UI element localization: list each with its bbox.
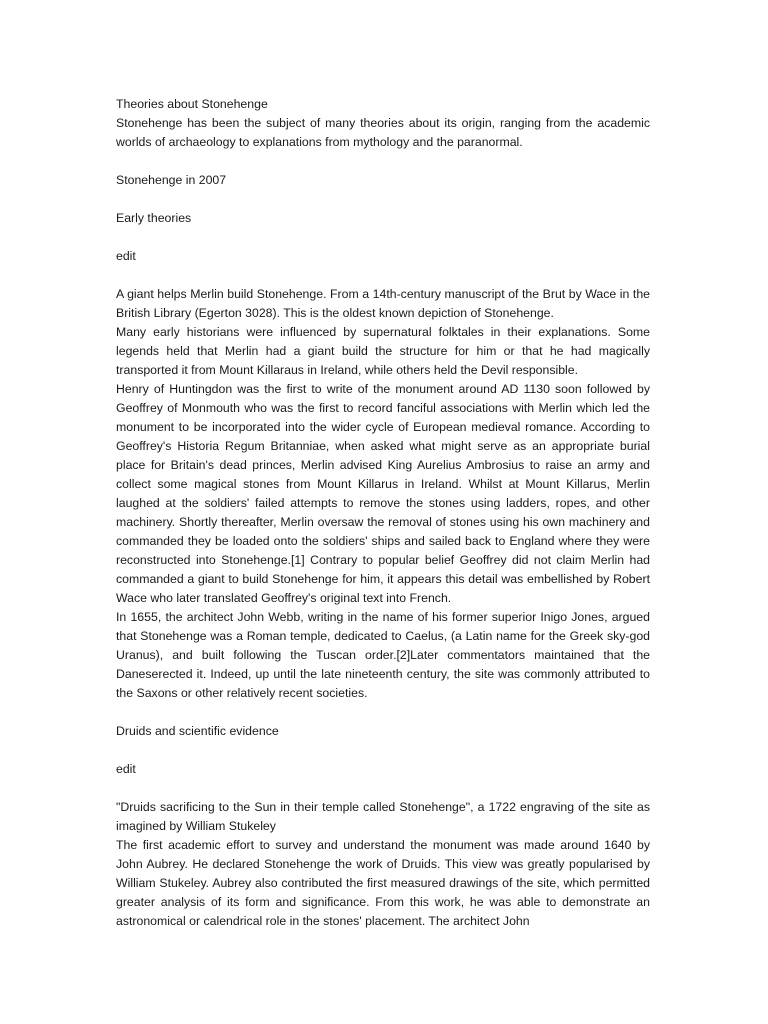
spacer	[116, 190, 650, 209]
image-caption-2007: Stonehenge in 2007	[116, 173, 227, 187]
spacer	[116, 741, 650, 760]
spacer	[116, 266, 650, 285]
john-webb-paragraph: In 1655, the architect John Webb, writing in the name of his former superior Inigo Jones, argued that Stonehenge was a Roman temple, dedicated to Caelus, (a Latin name for the Greek sky-god Uranus), and built following the Tuscan order.[2]Later commentators maintained that the Daneserected it. Indeed, up until the late nineteenth century, the site was commonly attributed to the Saxons or other relatively recent societies.	[116, 610, 650, 700]
engraving-caption-paragraph: "Druids sacrificing to the Sun in their temple called Stonehenge", a 1722 engraving of the site as imagined by William Stukeley	[116, 800, 650, 833]
document-body	[116, 95, 650, 931]
spacer	[116, 152, 650, 171]
spacer	[116, 703, 650, 722]
heading-druids: Druids and scientific evidence	[116, 724, 279, 738]
intro-paragraph: Stonehenge has been the subject of many theories about its origin, ranging from the academic worlds of archaeology to explanations from mythology and the paranormal.	[116, 116, 650, 149]
spacer	[116, 779, 650, 798]
henry-huntingdon-paragraph: Henry of Huntingdon was the first to write of the monument around AD 1130 soon followed by Geoffrey of Monmouth who was the first to record fanciful associations with Merlin which led the monument to be incorporated into the wider cycle of European medieval romance. According to Geoffrey's Historia Regum Britanniae, when asked what might serve as an appropriate burial place for Britain's dead princes, Merlin advised King Aurelius Ambrosius to raise an army and collect some magical stones from Mount Killarus in Ireland. Whilst at Mount Killarus, Merlin laughed at the soldiers' failed attempts to remove the stones using ladders, ropes, and other machinery. Shortly thereafter, Merlin oversaw the removal of stones using his own machinery and commanded they be loaded onto the soldiers' ships and sailed back to England where they were reconstructed into Stonehenge.[1] Contrary to popular belief Geoffrey did not claim Merlin had commanded a giant to build Stonehenge for him, it appears this detail was embellished by Robert Wace who later translated Geoffrey's original text into French.	[116, 382, 650, 605]
document-title: Theories about Stonehenge	[116, 97, 268, 111]
spacer	[116, 228, 650, 247]
john-aubrey-paragraph: The first academic effort to survey and understand the monument was made around 1640 by John Aubrey. He declared Stonehenge the work of Druids. This view was greatly popularised by William Stukeley. Aubrey also contributed the first measured drawings of the site, which permitted greater analysis of its form and significance. From this work, he was able to demonstrate an astronomical or calendrical role in the stones' placement. The architect John	[116, 838, 650, 928]
edit-link[interactable]: edit	[116, 249, 136, 263]
heading-early-theories: Early theories	[116, 211, 192, 225]
early-historians-paragraph: Many early historians were influenced by supernatural folktales in their explanations. Some legends held that Merlin had a giant build the structure for him or that he had magically transported it from Mount Killaraus in Ireland, while others held the Devil responsible.	[116, 325, 650, 377]
giant-merlin-paragraph: A giant helps Merlin build Stonehenge. From a 14th-century manuscript of the Brut by Wace in the British Library (Egerton 3028). This is the oldest known depiction of Stonehenge.	[116, 287, 650, 320]
edit-link[interactable]: edit	[116, 762, 136, 776]
